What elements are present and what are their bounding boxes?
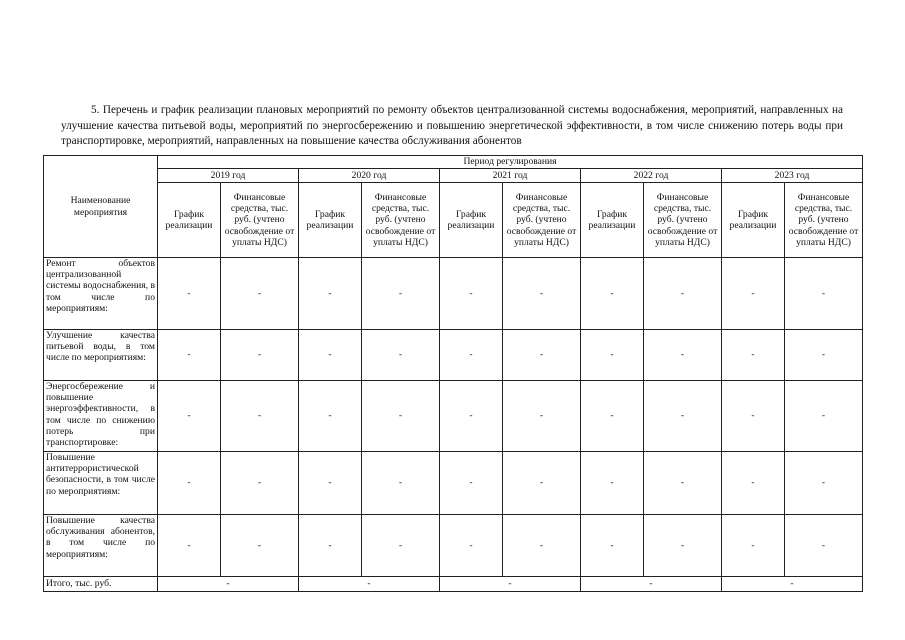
table-cell: -	[785, 258, 863, 330]
finance-header: Финансовые средства, тыс. руб. (учтено освобождение от уплаты НДС)	[503, 183, 581, 258]
table-cell: -	[503, 515, 581, 577]
table-cell: -	[785, 381, 863, 452]
header-row-years	[44, 169, 863, 183]
table-cell: -	[158, 330, 221, 381]
measure-name: Повышение антитеррористической безопасности, в том числе по мероприятиям:	[44, 452, 158, 515]
table-cell: -	[581, 515, 644, 577]
name-column-header: Наименование мероприятия	[44, 156, 158, 258]
table-cell: -	[221, 381, 299, 452]
table-row	[44, 330, 863, 381]
table-cell: -	[644, 381, 722, 452]
total-cell-2021: -	[440, 577, 581, 592]
table-cell: -	[362, 452, 440, 515]
schedule-header: График реализации	[299, 183, 362, 258]
table-cell: -	[299, 452, 362, 515]
total-cell-2023: -	[722, 577, 863, 592]
table-cell: -	[581, 258, 644, 330]
table-cell: -	[299, 258, 362, 330]
table-cell: -	[644, 330, 722, 381]
table-cell: -	[299, 381, 362, 452]
year-header-2022: 2022 год	[581, 169, 722, 183]
measure-name: Энергосбережение и повышение энергоэффективности, в том числе по снижению потерь при транспортировке:	[44, 381, 158, 452]
table-cell: -	[158, 452, 221, 515]
table-cell: -	[440, 515, 503, 577]
table-cell: -	[440, 381, 503, 452]
table-cell: -	[221, 258, 299, 330]
table-cell: -	[581, 452, 644, 515]
table-cell: -	[785, 330, 863, 381]
schedule-header: График реализации	[158, 183, 221, 258]
finance-header: Финансовые средства, тыс. руб. (учтено освобождение от уплаты НДС)	[362, 183, 440, 258]
table-cell: -	[221, 515, 299, 577]
table-row	[44, 381, 863, 452]
table-cell: -	[503, 452, 581, 515]
table-cell: -	[362, 258, 440, 330]
table-cell: -	[503, 330, 581, 381]
table-cell: -	[299, 515, 362, 577]
table-cell: -	[221, 330, 299, 381]
table-cell: -	[158, 258, 221, 330]
year-header-2021: 2021 год	[440, 169, 581, 183]
total-cell-2022: -	[581, 577, 722, 592]
table-cell: -	[440, 452, 503, 515]
measures-table	[43, 155, 863, 592]
header-row-subcolumns	[44, 183, 863, 258]
measure-name: Улучшение качества питьевой воды, в том числе по мероприятиям:	[44, 330, 158, 381]
year-header-2020: 2020 год	[299, 169, 440, 183]
table-cell: -	[158, 381, 221, 452]
table-cell: -	[158, 515, 221, 577]
table-row	[44, 452, 863, 515]
header-row-period	[44, 156, 863, 169]
table-cell: -	[722, 381, 785, 452]
finance-header: Финансовые средства, тыс. руб. (учтено освобождение от уплаты НДС)	[221, 183, 299, 258]
table-cell: -	[362, 515, 440, 577]
table-cell: -	[299, 330, 362, 381]
table-cell: -	[644, 258, 722, 330]
total-row	[44, 577, 863, 592]
table-cell: -	[440, 258, 503, 330]
table-cell: -	[722, 258, 785, 330]
table-row	[44, 515, 863, 577]
schedule-header: График реализации	[440, 183, 503, 258]
year-header-2019: 2019 год	[158, 169, 299, 183]
table-cell: -	[644, 452, 722, 515]
table-cell: -	[722, 330, 785, 381]
table-cell: -	[581, 330, 644, 381]
table-cell: -	[221, 452, 299, 515]
total-label: Итого, тыс. руб.	[44, 577, 158, 592]
table-row	[44, 258, 863, 330]
table-cell: -	[722, 515, 785, 577]
schedule-header: График реализации	[722, 183, 785, 258]
measure-name: Повышение качества обслуживания абонентов, в том числе по мероприятиям:	[44, 515, 158, 577]
table-cell: -	[722, 452, 785, 515]
total-cell-2019: -	[158, 577, 299, 592]
period-header: Период регулирования	[158, 156, 863, 169]
table-cell: -	[503, 258, 581, 330]
year-header-2023: 2023 год	[722, 169, 863, 183]
finance-header: Финансовые средства, тыс. руб. (учтено освобождение от уплаты НДС)	[644, 183, 722, 258]
schedule-header: График реализации	[581, 183, 644, 258]
table-cell: -	[362, 330, 440, 381]
total-cell-2020: -	[299, 577, 440, 592]
table-cell: -	[644, 515, 722, 577]
section-heading: 5. Перечень и график реализации плановых мероприятий по ремонту объектов централизованной системы водоснабжения, мероприятий, направленных на улучшение качества питьевой воды, мероприятий по энергосбережению и повышению энергетической эффективности, в том числе снижению потерь воды при транспортировке, мероприятий, направленных на повышение качества обслуживания абонентов	[61, 104, 843, 147]
table-cell: -	[503, 381, 581, 452]
table-cell: -	[785, 515, 863, 577]
table-cell: -	[785, 452, 863, 515]
table-cell: -	[440, 330, 503, 381]
table-cell: -	[362, 381, 440, 452]
table-cell: -	[581, 381, 644, 452]
measure-name: Ремонт объектов централизованной системы водоснабжения, в том числе по мероприятиям:	[44, 258, 158, 330]
finance-header: Финансовые средства, тыс. руб. (учтено освобождение от уплаты НДС)	[785, 183, 863, 258]
